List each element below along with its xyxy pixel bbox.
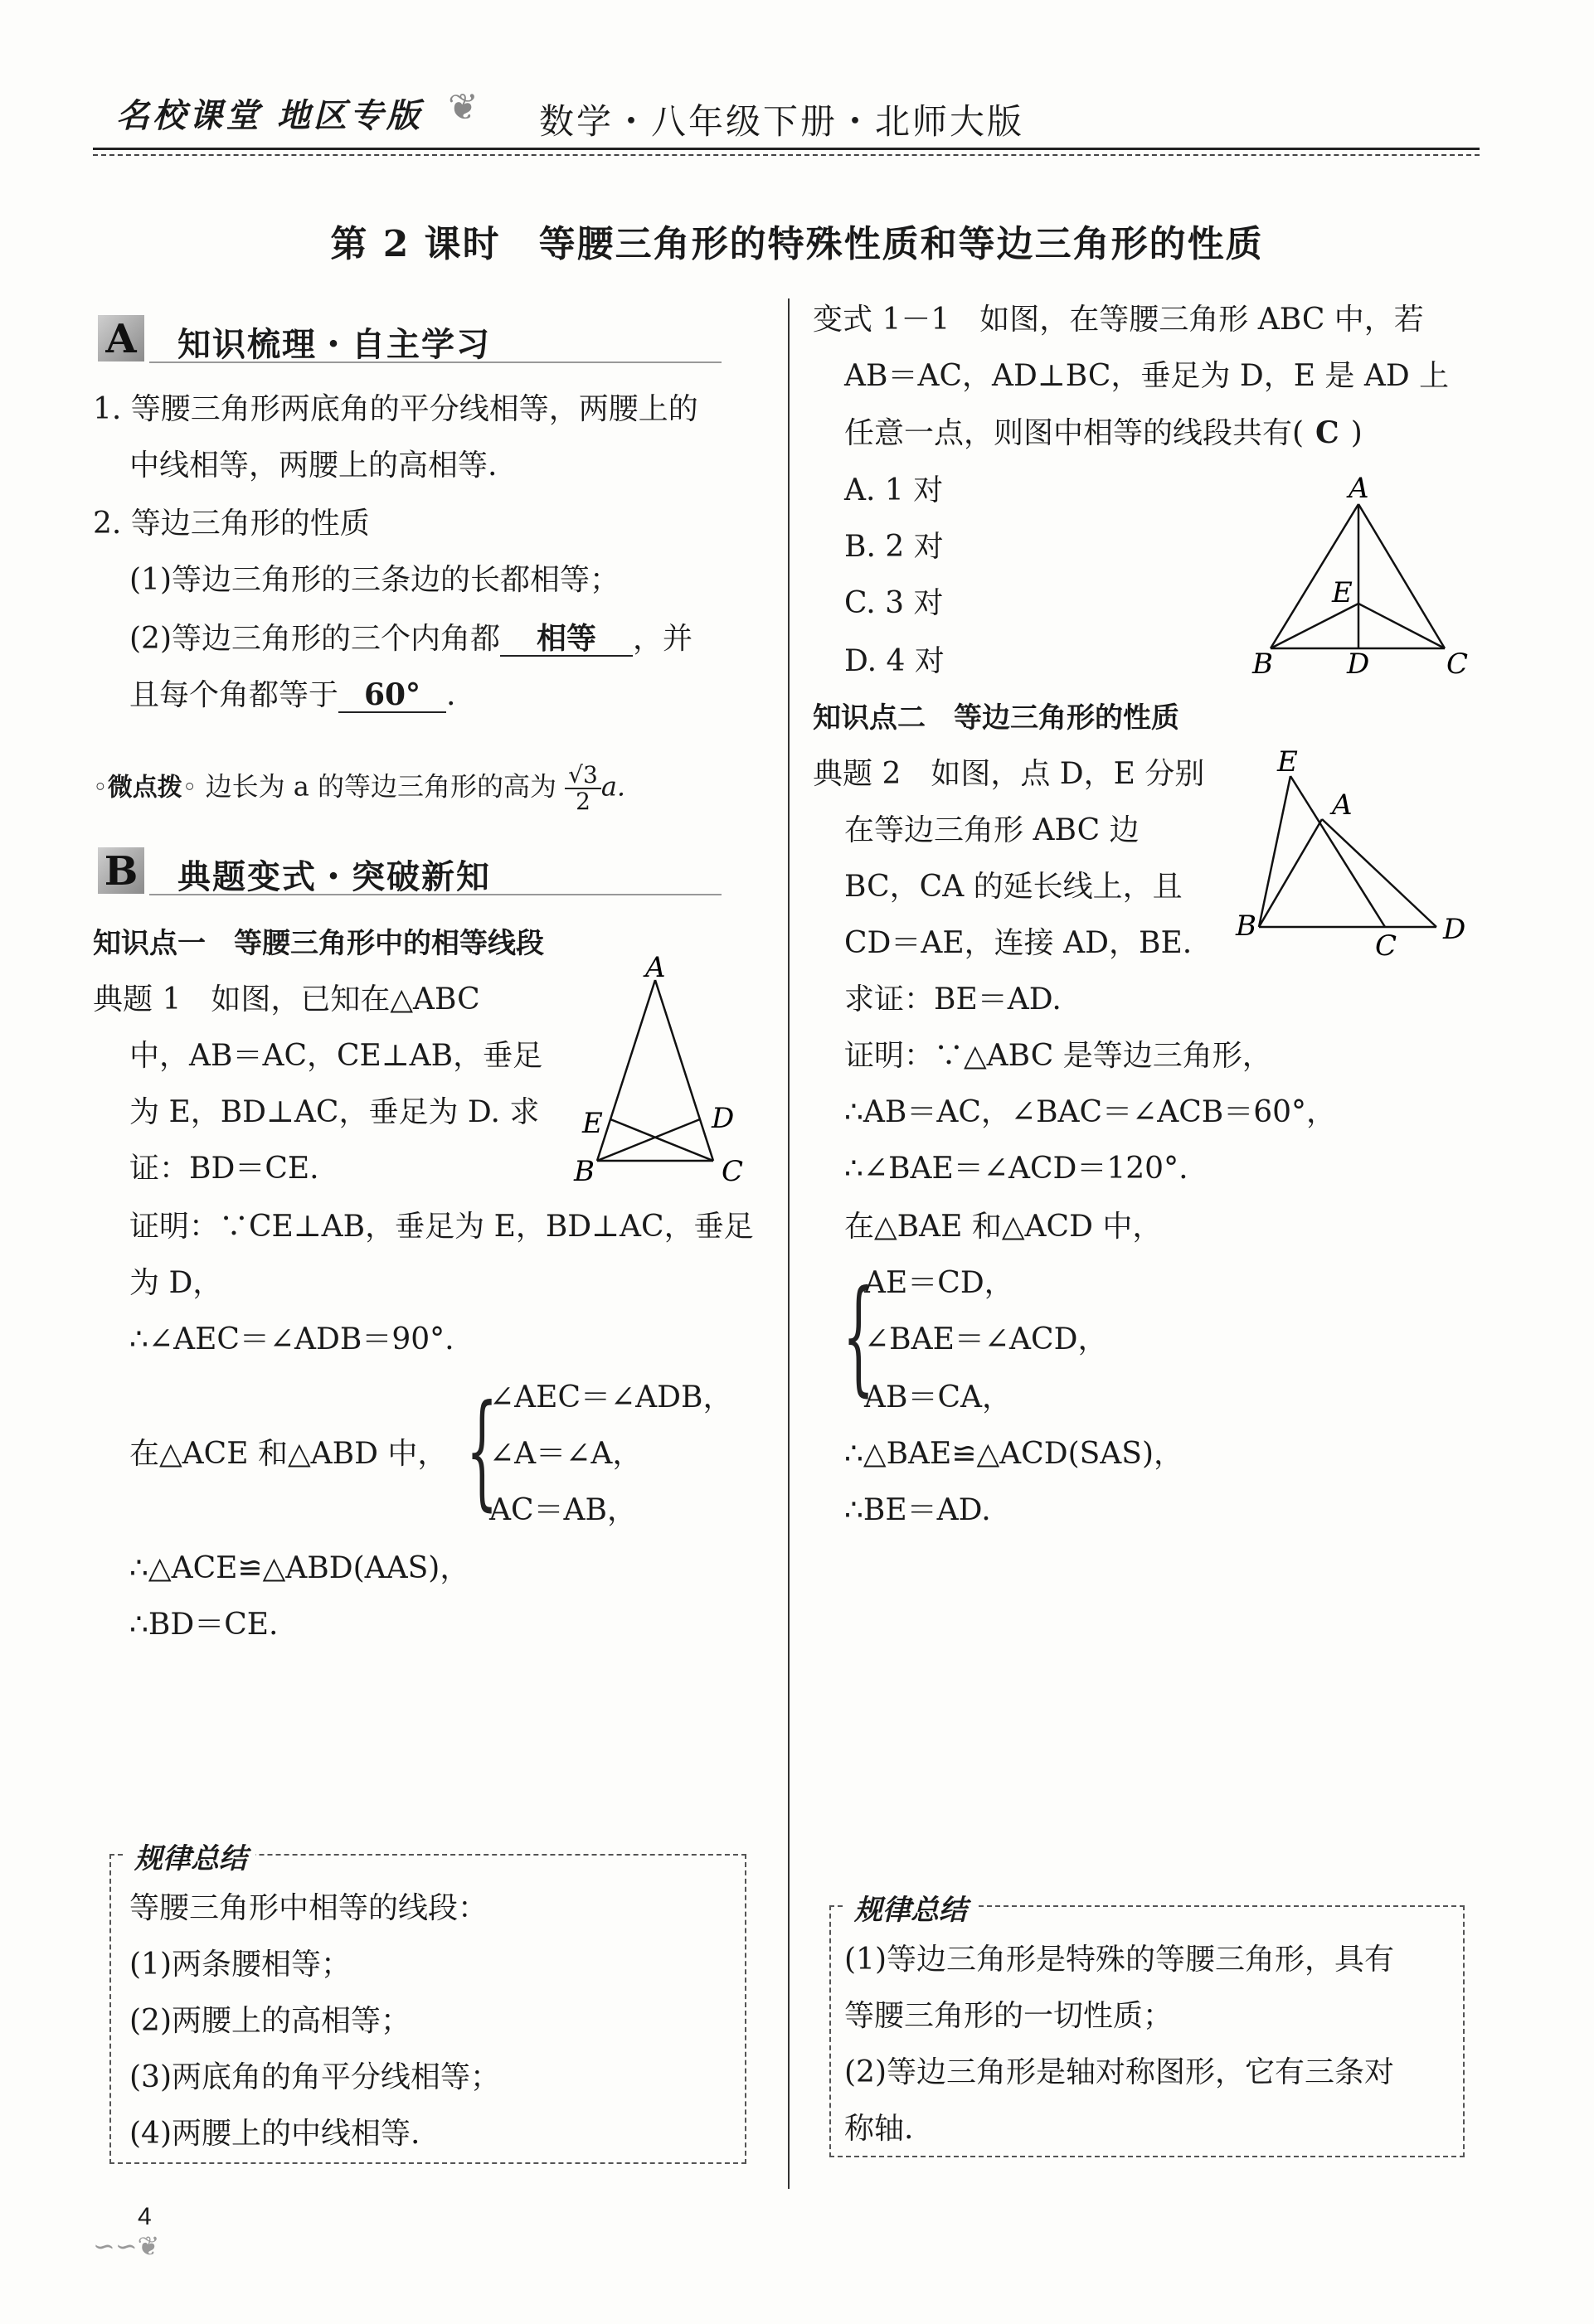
ex1-line1: 典题 1 如图，已知在△ABC [93,982,480,1016]
ex2-line3: BC，CA 的延长线上，且 [844,870,1183,904]
fig1-label-d: D [712,1102,735,1135]
summary-left-line: (3)两底角的角平分线相等； [129,2060,500,2094]
proof1-line2: 为 D， [129,1266,223,1300]
ex1-line4: 证：BD＝CE. [129,1152,319,1186]
fig2-label-e: E [1332,576,1353,609]
tip-line: ◦微点拨◦ 边长为 a 的等边三角形的高为 $\frac{√3}{2}$ a. [93,761,626,815]
proof2-line1: 证明：∵△ABC 是等边三角形， [844,1039,1272,1073]
fig1-segment-bd [597,1119,700,1161]
summary-right-line: (1)等边三角形是特殊的等腰三角形，具有 [844,1943,1394,1977]
fig2-label-a: A [1349,472,1369,505]
proof1-cond2: ∠A＝∠A， [489,1437,643,1471]
proof1-line1: 证明：∵CE⊥AB，垂足为 E，BD⊥AC，垂足 [129,1210,754,1244]
summary-left-title: 规律总结 [126,1836,255,1876]
fig3-label-a: A [1332,788,1353,822]
section-b-badge: B [98,847,144,894]
summary-right-line: 等腰三角形的一切性质； [844,1999,1174,2033]
tip-label: ◦微点拨◦ [93,773,197,803]
ex2-line2: 在等边三角形 ABC 边 [844,813,1140,847]
summary-left-line: (1)两条腰相等； [129,1948,351,1982]
a-item2-2: (2)等边三角形的三个内角都 相等 ，并 [129,621,693,656]
fig3-segment-be [1259,776,1290,927]
proof2-cond3: AB＝CA， [864,1380,1012,1414]
lesson-title: 第 2 课时 等腰三角形的特殊性质和等边三角形的性质 [330,223,1264,265]
ex2-line4: CD＝AE，连接 AD，BE. [844,926,1193,960]
fig2-label-c: C [1446,648,1469,681]
figure-equilateral-extensions [1227,746,1476,970]
section-b-rule [149,894,722,895]
summary-left-line: (2)两腰上的高相等； [129,2004,411,2038]
option-b: B. 2 对 [844,530,944,564]
fig3-label-e: E [1277,745,1298,779]
section-a-rule [149,361,722,363]
ex1-line3: 为 E，BD⊥AC，垂足为 D. 求 [129,1095,540,1129]
proof1-line8: ∴BD＝CE. [129,1608,279,1642]
proof2-line8: ∴△BAE≌△ACD(SAS)， [844,1437,1183,1471]
section-a-badge: A [98,315,144,361]
fig1-label-e: E [582,1107,603,1140]
header-rule [93,148,1480,150]
fig1-label-c: C [722,1155,744,1188]
summary-left-line: (4)两腰上的中线相等. [129,2117,420,2151]
fill-blank-equal: 相等 [500,622,633,657]
fig2-label-b: B [1252,648,1273,681]
fig3-label-b: B [1236,910,1256,943]
variant-line3: 任意一点，则图中相等的线段共有( C ) [844,415,1363,450]
kp2-heading: 知识点二 等边三角形的性质 [813,701,1179,735]
variant-line1: 变式 1－1 如图，在等腰三角形 ABC 中，若 [813,303,1424,337]
a-item1-line2: 中线相等，两腰上的高相等. [129,449,498,483]
summary-right-line: 称轴. [844,2112,914,2146]
figure-isosceles-median [1252,464,1485,688]
footer-ornament-icon: ∽∽❦ [93,2230,160,2262]
fill-blank-60: 60° [338,678,446,713]
fig3-side-ba [1259,819,1322,927]
proof2-line9: ∴BE＝AD. [844,1493,991,1527]
fig3-label-c: C [1375,929,1397,963]
a-item1-line1: 1. 等腰三角形两底角的平分线相等，两腰上的 [93,392,698,426]
fig1-segment-ce [610,1119,713,1161]
a-item2-3: 且每个角都等于 60° . [129,677,456,712]
fraction: $\frac{√3}{2}$ [565,763,601,814]
section-a-title: 知识梳理・自主学习 [177,325,491,364]
summary-left-line: 等腰三角形中相等的线段： [129,1891,488,1925]
ex1-line2: 中，AB＝AC，CE⊥AB，垂足 [129,1039,543,1073]
proof2-line2: ∴AB＝AC，∠BAC＝∠ACB＝60°， [844,1095,1337,1129]
variant-answer: C [1315,415,1339,450]
section-b-title: 典题变式・突破新知 [177,857,491,896]
fig2-label-d: D [1347,648,1370,681]
proof2-brace: { [843,1264,875,1409]
proof2-cond2: ∠BAE＝∠ACD， [864,1322,1108,1356]
variant-line2: AB＝AC，AD⊥BC，垂足为 D，E 是 AD 上 [844,359,1450,393]
series-title: 名校课堂 地区专版 [116,96,423,135]
proof1-cond1: ∠AEC＝∠ADB， [489,1380,733,1414]
kp1-heading: 知识点一 等腰三角形中的相等线段 [93,927,544,960]
figure-isosceles-altitudes [564,951,763,1194]
ex2-line1: 典题 2 如图，点 D，E 分别 [813,757,1205,791]
header-dashed-rule [93,154,1480,156]
ex2-line5: 求证：BE＝AD. [844,982,1062,1016]
proof1-line3: ∴∠AEC＝∠ADB＝90°. [129,1322,454,1356]
fig1-label-a: A [645,951,666,984]
proof2-cond1: AE＝CD， [864,1266,1014,1300]
option-d: D. 4 对 [844,644,945,678]
subject-title: 数学・八年级下册・北师大版 [539,101,1025,142]
proof1-line7: ∴△ACE≌△ABD(AAS)， [129,1551,470,1585]
proof1-in: 在△ACE 和△ABD 中， [129,1437,448,1471]
a-item2-1: (1)等边三角形的三条边的长都相等； [129,563,620,597]
proof2-line4: 在△BAE 和△ACD 中， [844,1210,1163,1244]
fig3-label-d: D [1443,913,1466,946]
column-divider [788,298,790,2189]
summary-right-title: 规律总结 [846,1887,975,1928]
summary-right-line: (2)等边三角形是轴对称图形，它有三条对 [844,2055,1394,2089]
a-item2: 2. 等边三角形的性质 [93,507,370,541]
flourish-ornament-icon: ❦ [448,86,479,129]
fig3-segment-ad [1322,819,1436,927]
proof1-cond3: AC＝AB， [489,1493,637,1527]
proof1-brace: { [466,1379,498,1523]
page-number: 4 [138,2203,152,2230]
option-c: C. 3 对 [844,586,944,620]
proof2-line3: ∴∠BAE＝∠ACD＝120°. [844,1152,1188,1186]
option-a: A. 1 对 [844,473,944,507]
fig1-label-b: B [574,1155,595,1188]
